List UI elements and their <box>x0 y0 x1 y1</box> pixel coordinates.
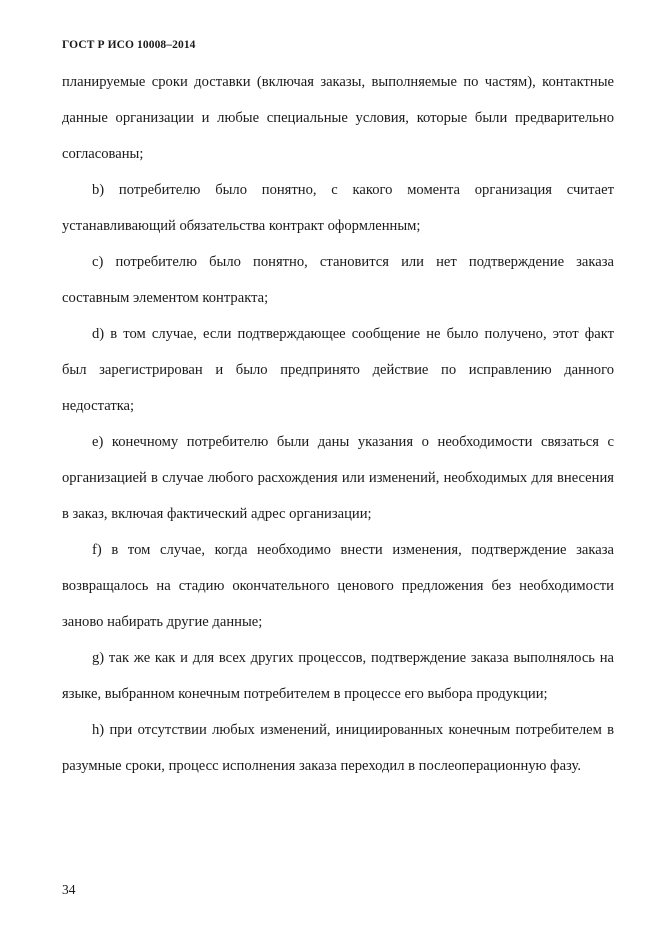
document-body <box>62 64 614 784</box>
list-item-g: g) так же как и для всех других процессов, подтверждение заказа выполнялось на языке, выбранном конечным потребителем в процессе его выбора продукции; <box>62 650 614 702</box>
list-item-f: f) в том случае, когда необходимо внести изменения, подтверждение заказа возвращалось на стадию окончательного ценового предложения без необходимости заново набирать другие данные; <box>62 542 614 630</box>
list-item-d: d) в том случае, если подтверждающее сообщение не было получено, этот факт был зарегистрирован и было предпринято действие по исправлению данного недостатка; <box>62 326 614 414</box>
list-item-e: е) конечному потребителю были даны указания о необходимости связаться с организацией в случае любого расхождения или изменений, необходимых для внесения в заказ, включая фактический адрес организации; <box>62 434 614 522</box>
list-item-h: h) при отсутствии любых изменений, инициированных конечным потребителем в разумные сроки, процесс исполнения заказа переходил в послеоперационную фазу. <box>62 722 614 774</box>
list-item-c: с) потребителю было понятно, становится или нет подтверждение заказа составным элементом контракта; <box>62 254 614 306</box>
continuation-paragraph: планируемые сроки доставки (включая заказы, выполняемые по частям), контактные данные организации и любые специальные условия, которые были предварительно согласованы; <box>62 74 614 162</box>
document-header: ГОСТ Р ИСО 10008–2014 <box>62 39 196 51</box>
page-number: 34 <box>62 882 76 897</box>
list-item-b: b) потребителю было понятно, с какого момента организация считает устанавливающий обязательства контракт оформленным; <box>62 182 614 234</box>
